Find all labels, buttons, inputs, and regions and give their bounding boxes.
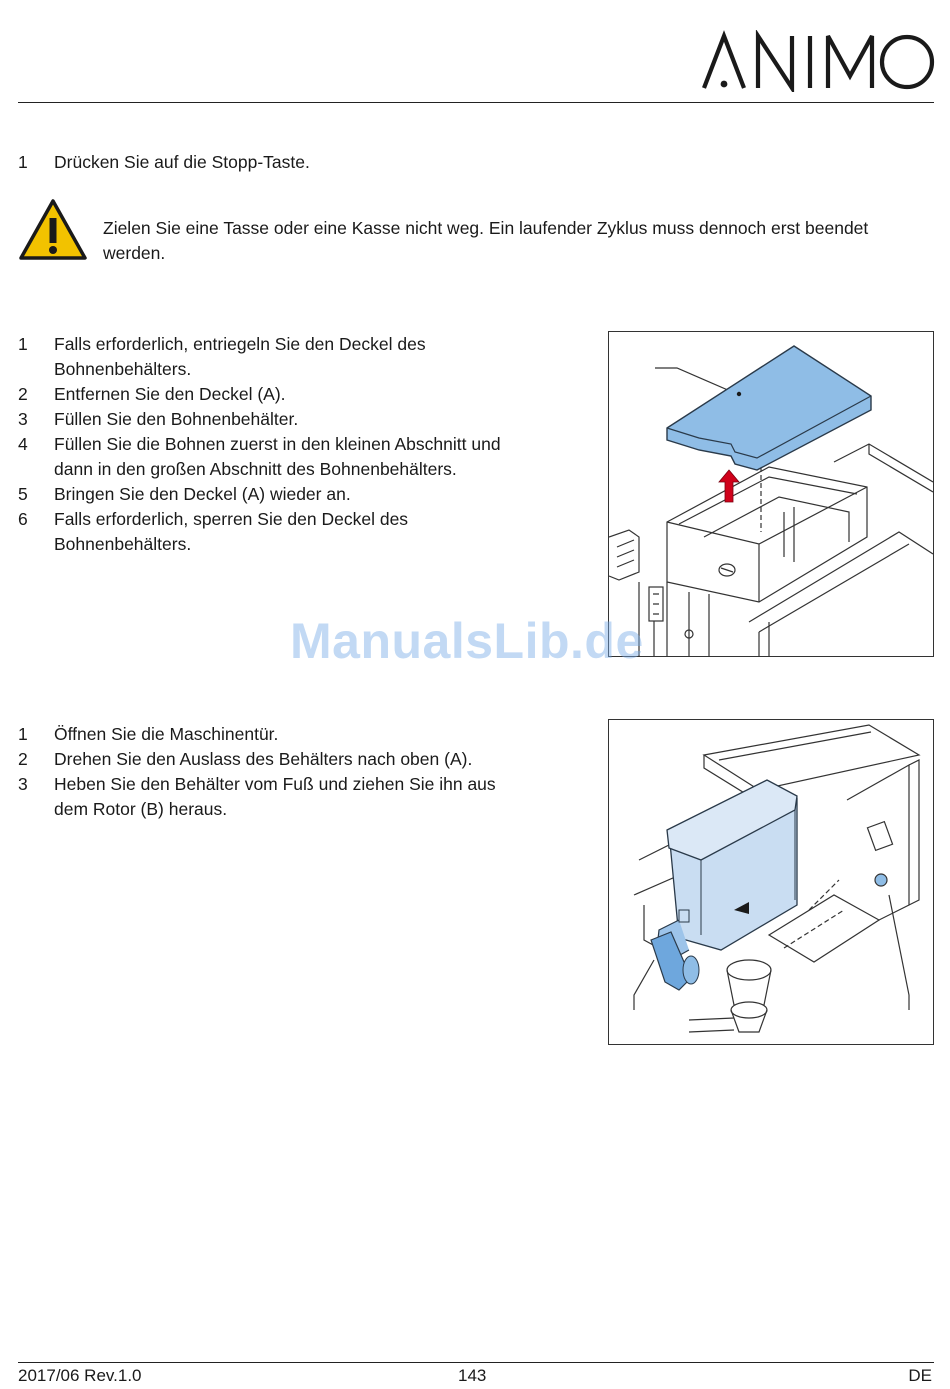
step-number: 2 — [18, 384, 28, 404]
step-text: Heben Sie den Behälter vom Fuß und ziehen Sie ihn aus dem Rotor (B) heraus. — [54, 774, 496, 819]
watermark: ManualsLib.de — [290, 613, 644, 669]
footer-language: DE — [908, 1366, 932, 1385]
hopper-removal-figure — [608, 719, 934, 1045]
warning-text: Zielen Sie eine Tasse oder eine Kasse nicht weg. Ein laufender Zyklus muss dennoch erst beendet werden. — [103, 218, 869, 263]
step-item — [18, 482, 588, 507]
step-item — [18, 722, 588, 747]
bean-hopper-lid-figure — [608, 331, 934, 657]
step-item — [18, 747, 588, 772]
step-text: Drücken Sie auf die Stopp-Taste. — [54, 152, 310, 172]
step-text: Füllen Sie den Bohnenbehälter. — [54, 409, 299, 429]
footer-revision: 2017/06 Rev.1.0 — [18, 1366, 142, 1385]
step-list — [18, 332, 588, 557]
step-item — [18, 432, 588, 482]
step-item — [18, 407, 588, 432]
header-rule — [18, 102, 934, 103]
step-item — [18, 332, 588, 382]
step-number: 1 — [18, 724, 28, 744]
animo-logo — [700, 30, 936, 92]
step-number: 4 — [18, 434, 28, 454]
step-list — [18, 722, 588, 822]
step-text: Öffnen Sie die Maschinentür. — [54, 724, 279, 744]
step-item — [18, 150, 618, 175]
step-item — [18, 772, 588, 822]
warning-triangle-icon — [18, 198, 88, 262]
footer-rule — [18, 1362, 934, 1363]
step-number: 6 — [18, 509, 28, 529]
step-number: 5 — [18, 484, 28, 504]
page-number: 143 — [458, 1366, 487, 1385]
step-number: 2 — [18, 749, 28, 769]
step-text: Entfernen Sie den Deckel (A). — [54, 384, 286, 404]
step-item — [18, 382, 588, 407]
step-text: Bringen Sie den Deckel (A) wieder an. — [54, 484, 351, 504]
step-number: 1 — [18, 152, 28, 172]
step-text: Falls erforderlich, entriegeln Sie den Deckel des Bohnenbehälters. — [54, 334, 426, 379]
step-text: Falls erforderlich, sperren Sie den Deckel des Bohnenbehälters. — [54, 509, 409, 554]
step-text: Drehen Sie den Auslass des Behälters nach oben (A). — [54, 749, 473, 769]
step-item — [18, 507, 588, 557]
step-number: 1 — [18, 334, 28, 354]
step-number: 3 — [18, 409, 28, 429]
step-number: 3 — [18, 774, 28, 794]
step-text: Füllen Sie die Bohnen zuerst in den kleinen Abschnitt und dann in den großen Abschnitt des Bohnenbehälters. — [54, 434, 501, 479]
